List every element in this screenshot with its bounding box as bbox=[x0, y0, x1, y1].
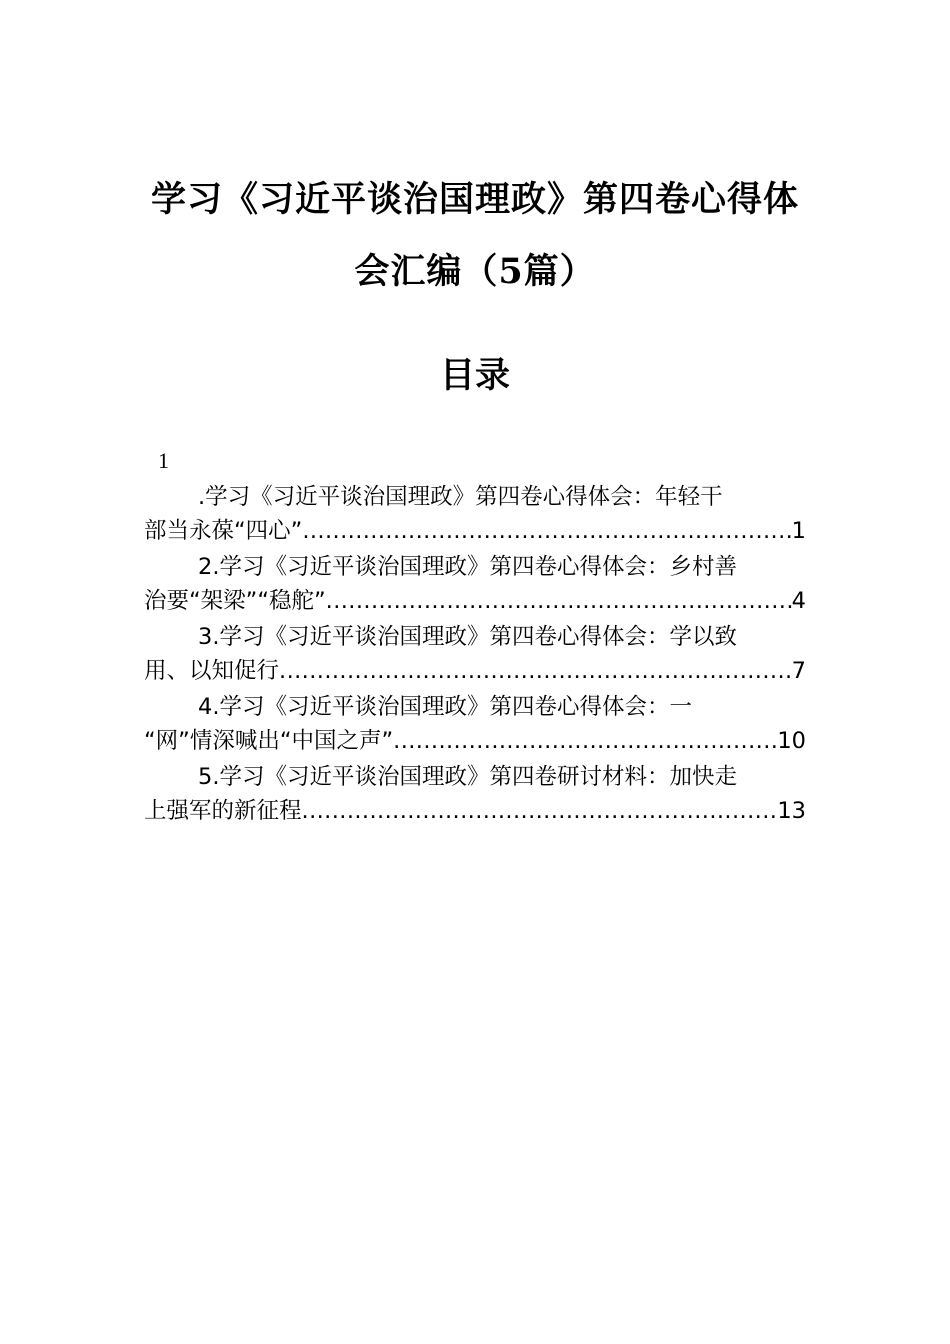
toc-entry-3-line-1[interactable]: 3.学习《习近平谈治国理政》第四卷心得体会：学以致 bbox=[198, 624, 737, 650]
toc-entry-1-line-1[interactable]: .学习《习近平谈治国理政》第四卷心得体会：年轻干 bbox=[198, 484, 723, 510]
toc-entry-3-page: 7 bbox=[791, 658, 806, 684]
toc-entry-4-line-2[interactable] bbox=[144, 724, 806, 758]
toc-leader-dots bbox=[302, 514, 791, 548]
toc-entry-5-line-2[interactable] bbox=[144, 794, 806, 828]
toc-entry-5-text: 上强军的新征程 bbox=[144, 798, 302, 824]
toc-heading: 目录 bbox=[439, 355, 510, 396]
toc-entry-2-text: 治要“架梁”“稳舵” bbox=[144, 588, 326, 614]
toc-entry-3-line-2[interactable] bbox=[144, 654, 806, 688]
document-title-line-1: 学习《习近平谈治国理政》第四卷心得体 bbox=[150, 179, 799, 220]
toc-entry-3-text: 用、以知促行 bbox=[144, 658, 280, 684]
toc-leader-dots bbox=[326, 584, 792, 618]
toc-entry-2-line-2[interactable] bbox=[144, 584, 806, 618]
toc-entry-1-page: 1 bbox=[791, 518, 806, 544]
toc-entry-5-page: 13 bbox=[777, 798, 806, 824]
toc-entry-5-line-1[interactable]: 5.学习《习近平谈治国理政》第四卷研讨材料：加快走 bbox=[198, 764, 737, 790]
toc-leader-dots bbox=[302, 794, 778, 828]
toc-leader-dots bbox=[393, 724, 777, 758]
toc-entry-2-page: 4 bbox=[791, 588, 806, 614]
toc-leader-dots bbox=[279, 654, 792, 688]
toc-entry-2-line-1[interactable]: 2.学习《习近平谈治国理政》第四卷心得体会：乡村善 bbox=[198, 554, 737, 580]
document-title-line-2: 会汇编（5篇） bbox=[354, 251, 596, 292]
toc-entry-4-line-1[interactable]: 4.学习《习近平谈治国理政》第四卷心得体会：一 bbox=[198, 694, 692, 720]
toc-entry-4-text: “网”情深喊出“中国之声” bbox=[144, 728, 394, 754]
toc-entry-1-number: 1 bbox=[158, 448, 169, 473]
toc-entry-1-text: 部当永葆“四心” bbox=[144, 518, 303, 544]
toc-entry-1-line-2[interactable] bbox=[144, 514, 806, 548]
toc-entry-4-page: 10 bbox=[777, 728, 806, 754]
